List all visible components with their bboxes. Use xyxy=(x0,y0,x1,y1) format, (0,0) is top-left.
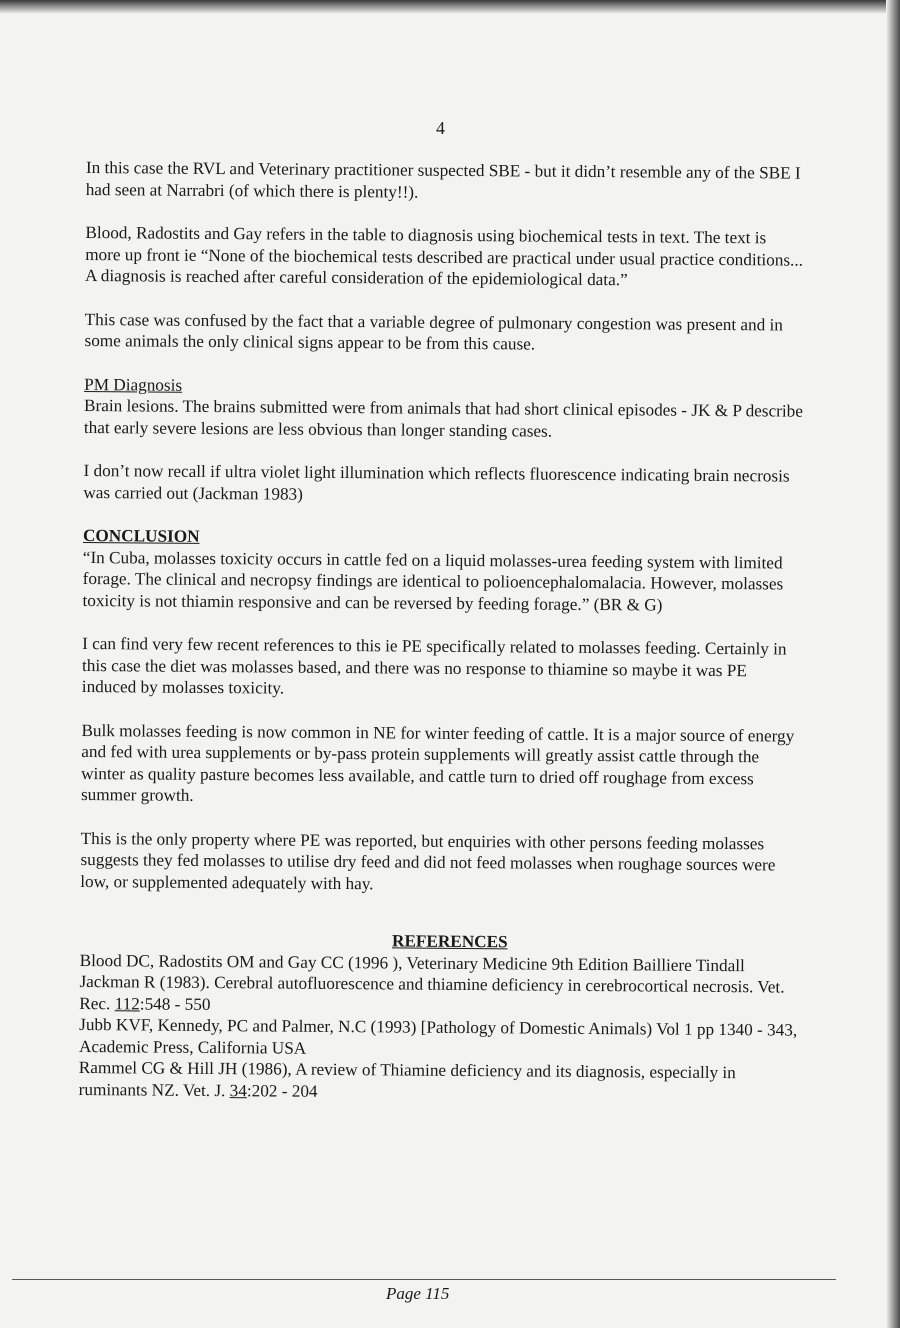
footer-rule xyxy=(12,1279,836,1280)
conclusion-heading: CONCLUSION xyxy=(82,525,200,546)
pm-diagnosis-section xyxy=(84,373,804,443)
paragraph-brain-lesions: Brain lesions. The brains submitted were from animals that had short clinical episodes - JK & P describe that early severe lesions are less obvious than longer standing cases. xyxy=(83,395,803,441)
paragraph-blood-radostits: Blood, Radostits and Gay refers in the table to diagnosis using biochemical tests in text. The text is more up front ie “None of the biochemical tests described are practical under usual practice conditions... A diagnosis is reached after careful consideration of the epidemiological data.” xyxy=(84,222,804,290)
reference-jackman-text: Jackman R (1983). Cerebral autofluorescence and thiamine deficiency in cerebrocortical necrosis. Vet. Rec. xyxy=(79,971,785,1013)
reference-jackman-pages: :548 - 550 xyxy=(139,993,211,1014)
pm-diagnosis-heading: PM Diagnosis xyxy=(84,374,183,395)
reference-rammel xyxy=(79,1057,799,1106)
reference-jackman-volume: 112 xyxy=(114,993,140,1013)
scan-edge-top xyxy=(0,0,900,14)
reference-jackman xyxy=(79,971,799,1020)
conclusion-section xyxy=(82,525,803,617)
references-heading: REFERENCES xyxy=(391,931,508,952)
reference-jubb: Jubb KVF, Kennedy, PC and Palmer, N.C (1993) [Pathology of Domestic Animals) Vol 1 pp 1340 - 343, Academic Press, California USA xyxy=(78,1014,798,1058)
paragraph-ultraviolet: I don’t now recall if ultra violet light illumination which reflects fluorescence indicating brain necrosis was carried out (Jackman 1983) xyxy=(83,460,790,504)
paragraph-only-property: This is the only property where PE was reported, but enquiries with other persons feeding molasses suggests they fed molasses to utilise dry feed and did not feed molasses when roughage sources were low, or supplemented adequately with hay. xyxy=(80,828,776,893)
scan-edge-right xyxy=(886,0,900,1328)
paragraph-sbe: In this case the RVL and Veterinary practitioner suspected SBE - but it didn’t resemble any of the SBE I had seen at Narrabri (of which there is plenty!!). xyxy=(85,157,801,202)
reference-rammel-pages: :202 - 204 xyxy=(246,1080,318,1101)
header-page-number: 4 xyxy=(436,118,445,138)
reference-blood: Blood DC, Radostits OM and Gay CC (1996 ), Veterinary Medicine 9th Edition Bailliere Tindall xyxy=(79,950,745,975)
paragraph-pulmonary: This case was confused by the fact that a variable degree of pulmonary congestion was present and in some animals the only clinical signs appear to be from this cause. xyxy=(84,309,784,354)
body-text xyxy=(79,157,806,1106)
paragraph-bulk-molasses: Bulk molasses feeding is now common in NE for winter feeding of cattle. It is a major source of energy and fed with urea supplements or by-pass protein supplements will greatly assist cattle through the winter as quality pasture becomes less available, and cattle turn to dried off roughage from excess summer growth. xyxy=(80,720,795,805)
references-section xyxy=(79,928,800,1106)
reference-rammel-text: Rammel CG & Hill JH (1986), A review of Thiamine deficiency and its diagnosis, especially in ruminants NZ. Vet. J. xyxy=(78,1057,736,1100)
footer-page-label: Page 115 xyxy=(386,1284,450,1303)
paragraph-cuba-quote: “In Cuba, molasses toxicity occurs in cattle fed on a liquid molasses-urea feeding system with limited forage. The clinical and necropsy findings are identical to polioencephalomalacia. However, molasses toxicity is not thiamin responsive and can be reversed by feeding forage.” (BR & G) xyxy=(82,547,784,615)
paragraph-few-references: I can find very few recent references to this ie PE specifically related to molasses feeding. Certainly in this case the diet was molasses based, and there was no response to thiamine so maybe it was PE induced by molasses toxicity. xyxy=(81,633,787,698)
reference-rammel-volume: 34 xyxy=(229,1080,247,1100)
